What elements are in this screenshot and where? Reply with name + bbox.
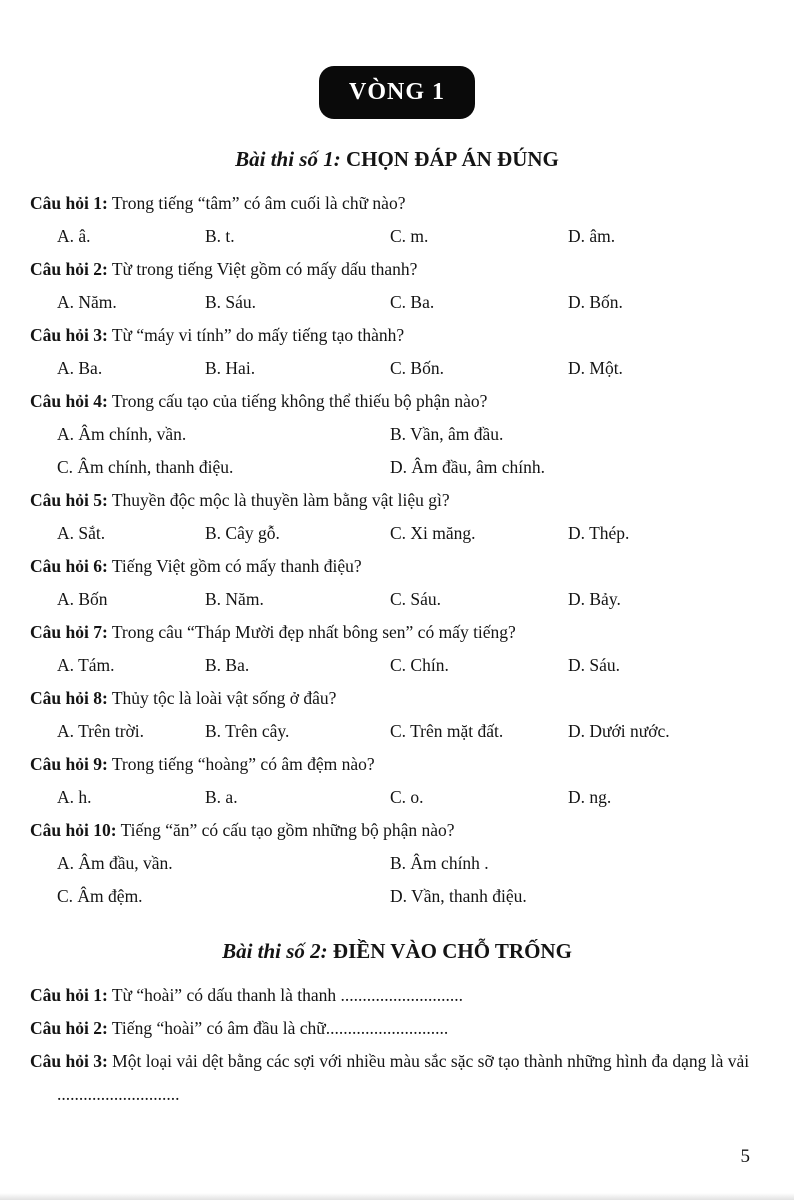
- question-text: Trong tiếng “hoàng” có âm đệm nào?: [111, 754, 375, 774]
- round-badge-container: [0, 0, 794, 119]
- option: B. t.: [205, 226, 235, 246]
- option: D. ng.: [568, 787, 612, 807]
- option: D. Âm đầu, âm chính.: [390, 457, 546, 477]
- question-label: Câu hỏi 3:: [30, 325, 108, 345]
- options-row: [57, 583, 764, 616]
- question-text: Trong tiếng “tâm” có âm cuối là chữ nào?: [111, 193, 406, 213]
- question-text: Từ “hoài” có dấu thanh là thanh ............................: [111, 985, 463, 1005]
- option: C. m.: [390, 226, 429, 246]
- option: C. Chín.: [390, 655, 449, 675]
- question: [30, 1012, 764, 1045]
- section-title-prefix: Bài thi số 1:: [235, 147, 341, 171]
- option: C. Ba.: [390, 292, 435, 312]
- question-text: Tiếng “ăn” có cấu tạo gồm những bộ phận nào?: [120, 820, 455, 840]
- option: B. Năm.: [205, 589, 264, 609]
- option: A. Âm chính, vần.: [57, 424, 187, 444]
- options-row: [57, 352, 764, 385]
- page-content: [0, 147, 794, 1111]
- section-title-main: ĐIỀN VÀO CHỖ TRỐNG: [332, 939, 572, 963]
- question-label: Câu hỏi 7:: [30, 622, 108, 642]
- option: C. Âm chính, thanh điệu.: [57, 457, 234, 477]
- option: C. Trên mặt đất.: [390, 721, 504, 741]
- options-row: [57, 418, 764, 484]
- options-row: [57, 781, 764, 814]
- option: C. Sáu.: [390, 589, 442, 609]
- option: D. Bốn.: [568, 292, 623, 312]
- question-text: Tiếng Việt gồm có mấy thanh điệu?: [111, 556, 362, 576]
- section-title: [30, 939, 764, 964]
- option: C. o.: [390, 787, 424, 807]
- option: D. Một.: [568, 358, 623, 378]
- section-title-prefix: Bài thi số 2:: [222, 939, 328, 963]
- option: D. Dưới nước.: [568, 721, 670, 741]
- option: B. Âm chính .: [390, 853, 489, 873]
- section-title-main: CHỌN ĐÁP ÁN ĐÚNG: [345, 147, 559, 171]
- options-row: [57, 715, 764, 748]
- option: C. Xi măng.: [390, 523, 476, 543]
- option: D. Sáu.: [568, 655, 621, 675]
- option: A. Sắt.: [57, 523, 106, 543]
- question: [30, 748, 764, 781]
- question-text: Thủy tộc là loài vật sống ở đâu?: [111, 688, 337, 708]
- question-label: Câu hỏi 4:: [30, 391, 108, 411]
- option: A. Bốn: [57, 589, 108, 609]
- question-text: Từ “máy vi tính” do mấy tiếng tạo thành?: [111, 325, 405, 345]
- option: A. h.: [57, 787, 92, 807]
- option: D. Vần, thanh điệu.: [390, 886, 527, 906]
- option: D. Thép.: [568, 523, 630, 543]
- options-row: [57, 649, 764, 682]
- option: A. â.: [57, 226, 91, 246]
- page-number: 5: [740, 1146, 750, 1167]
- question: [30, 550, 764, 583]
- option: B. a.: [205, 787, 238, 807]
- question: [30, 319, 764, 352]
- option: A. Năm.: [57, 292, 117, 312]
- question-text: Thuyền độc mộc là thuyền làm bằng vật liệu gì?: [111, 490, 450, 510]
- question-label: Câu hỏi 3:: [30, 1051, 108, 1071]
- options-row: [57, 517, 764, 550]
- question: [30, 682, 764, 715]
- section-title: [30, 147, 764, 172]
- options-row: [57, 286, 764, 319]
- question-text: Từ trong tiếng Việt gồm có mấy dấu thanh?: [111, 259, 418, 279]
- options-row: [57, 847, 764, 913]
- question-label: Câu hỏi 1:: [30, 193, 108, 213]
- option: A. Trên trời.: [57, 721, 145, 741]
- option: C. Bốn.: [390, 358, 444, 378]
- question: [30, 616, 764, 649]
- question-label: Câu hỏi 1:: [30, 985, 108, 1005]
- option: C. Âm đệm.: [57, 886, 143, 906]
- option: B. Hai.: [205, 358, 256, 378]
- question-text: Trong câu “Tháp Mười đẹp nhất bông sen” có mấy tiếng?: [111, 622, 516, 642]
- question-label: Câu hỏi 9:: [30, 754, 108, 774]
- question-label: Câu hỏi 6:: [30, 556, 108, 576]
- option: B. Ba.: [205, 655, 250, 675]
- option: B. Sáu.: [205, 292, 257, 312]
- question: [30, 814, 764, 847]
- question-label: Câu hỏi 8:: [30, 688, 108, 708]
- question-text: Tiếng “hoài” có âm đầu là chữ............................: [111, 1018, 449, 1038]
- question: [30, 484, 764, 517]
- option: A. Ba.: [57, 358, 103, 378]
- question-label: Câu hỏi 2:: [30, 1018, 108, 1038]
- section: [30, 939, 764, 1111]
- option: D. âm.: [568, 226, 616, 246]
- question-text: Một loại vải dệt bằng các sợi với nhiều màu sắc sặc sỡ tạo thành những hình đa dạng là vải ............................: [57, 1051, 750, 1104]
- question-label: Câu hỏi 5:: [30, 490, 108, 510]
- question-label: Câu hỏi 10:: [30, 820, 117, 840]
- option: B. Vần, âm đầu.: [390, 424, 504, 444]
- section: [30, 147, 764, 913]
- question: [30, 385, 764, 418]
- question: [30, 979, 764, 1012]
- question: [30, 187, 764, 220]
- round-badge: VÒNG 1: [319, 66, 475, 119]
- option: A. Tám.: [57, 655, 115, 675]
- option: A. Âm đầu, vần.: [57, 853, 173, 873]
- question-label: Câu hỏi 2:: [30, 259, 108, 279]
- option: B. Trên cây.: [205, 721, 290, 741]
- question-text: Trong cấu tạo của tiếng không thể thiếu bộ phận nào?: [111, 391, 488, 411]
- option: B. Cây gỗ.: [205, 523, 280, 543]
- question: [30, 253, 764, 286]
- options-row: [57, 220, 764, 253]
- option: D. Bảy.: [568, 589, 621, 609]
- question: [30, 1045, 764, 1111]
